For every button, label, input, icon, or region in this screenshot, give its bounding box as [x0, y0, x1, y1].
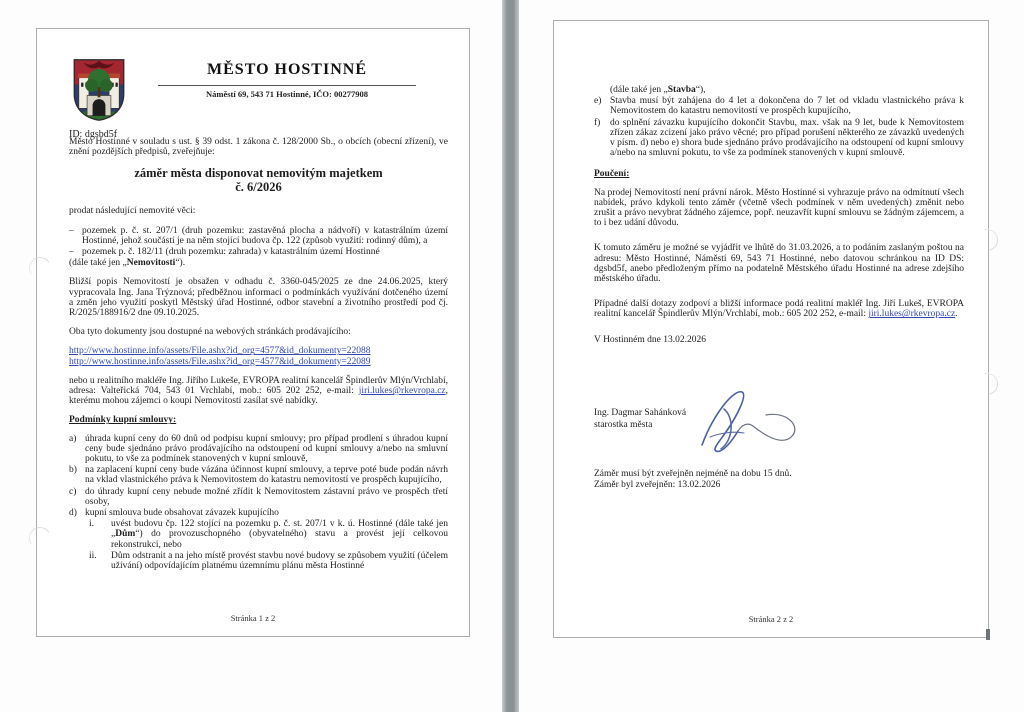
broker-email-link[interactable]: jiri.lukes@rkevropa.cz [358, 386, 446, 397]
contact-paragraph: Případné další dotazy zodpoví a bližší informace podá realitní makléř Ing. Jiří Lukeš, EVROPA realitní kancelář Špindlerův Mlýn/Vrchlabí, mob.: 605 202 252, e-mail: jiri.lukes@rkevropa.cz. [594, 299, 964, 320]
dash-bullet: – [69, 247, 74, 258]
letterhead [147, 61, 427, 99]
stavba-definition-line: (dále také jen „Stavba“), [610, 85, 706, 95]
pouceni-paragraph-2: K tomuto záměru je možné se vyjádřit ve lhůtě do 31.03.2026, a to podáním zaslaným poštou na adresu: Město Hostinné, Náměstí 69, 543 71 Hostinné, nebo datovou schránkou na ID DS: dgsbd5f, anebo předloženým přímo na podatelně Městského úřadu Hostinné na adrese zdejšího městského úřadu. [594, 243, 964, 285]
city-name-title: MĚSTO HOSTINNÉ [207, 61, 367, 78]
document-page-1 [36, 28, 470, 637]
dateline: V Hostinném dne 13.02.2026 [594, 334, 706, 345]
page2-body [594, 85, 964, 492]
condition-item-f: f) do splnění závazku kupujícího dokončit Stavbu, max. však na 9 let, bude k Nemovitostem zřízen zákaz zcizení jako právo věcné; pro případ porušení některého ze závazků uvedených v písm. d) nebo e) shora bude sjednáno právo prodávajícího na odstoupení od kupní smlouvy a/nebo na smluvní pokutu, to vše za podmínek stanovených v kupní smlouvě. [594, 117, 964, 159]
notice-title [69, 166, 448, 194]
page2-footer: Stránka 2 z 2 [748, 614, 794, 624]
condition-item-e: e) Stavba musí být zahájena do 4 let a dokončena do 7 let od vkladu vlastnického práva k Nemovitostem do katastru nemovitostí ve prospěch kupujícího, [594, 96, 964, 117]
publication-duration-note: Záměr musí být zveřejněn nejméně na dobu 15 dnů. [594, 468, 792, 479]
page1-body [69, 137, 448, 572]
document-page-2 [553, 20, 989, 638]
document-link-2[interactable]: http://www.hostinne.info/assets/File.ashx?id_org=4577&id_dokumenty=22089 [69, 356, 371, 367]
pouceni-heading: Poučení: [594, 169, 630, 180]
nemovitosti-definition-line: (dále také jen „Nemovitosti“). [69, 258, 186, 269]
sell-intro-line: prodat následující nemovité věci: [69, 206, 196, 217]
signer-name: Ing. Dagmar Sahánková [594, 407, 687, 418]
databox-id-label: ID: dgsbd5f [69, 129, 118, 140]
document-links [69, 346, 448, 366]
notice-title-line1: záměr města disponovat nemovitým majetkem [134, 166, 383, 181]
condition-subitem-ii: ii. Dům odstranit a na jeho místě provést stavbu nové budovy se způsobem využití (účelem užívání) odpovídajícím platnému územnímu plánu města Hostinné [89, 550, 448, 572]
paper-curl-artifact [972, 369, 1002, 399]
dash-bullet: – [69, 225, 74, 236]
signer-role: starostka města [594, 419, 653, 430]
documents-availability-line: Oba tyto dokumenty jsou dostupné na webových stránkách prodávajícího: [69, 327, 351, 338]
intro-paragraph: Město Hostinné v souladu s ust. § 39 odst. 1 zákona č. 128/2000 Sb., o obcích (obecní zřízení), ve znění pozdějších předpisů, zveřejňuje: [69, 137, 448, 158]
letterhead-rule [158, 85, 416, 86]
page1-footer: Stránka 1 z 2 [230, 613, 276, 623]
handwritten-signature [686, 381, 816, 468]
condition-item-d: d) kupní smlouva bude obsahovat závazek kupujícího [69, 508, 279, 519]
paper-curl-artifact [27, 525, 53, 551]
signature-block [594, 393, 964, 465]
description-paragraph: Bližší popis Nemovitostí je obsažen v odhadu č. 3360-045/2025 ze dne 24.06.2025, který vypracovala Ing. Jana Trýznová; předběžnou informaci o podmínkách využívání dotčeného území a změn jeho využití poskytl Městský úřad Hostinné, odbor stavební a životního prostředí pod čj. R/2025/188916/2 dne 09.10.2025. [69, 277, 448, 319]
publication-date-note: Záměr byl zveřejněn: 13.02.2026 [594, 480, 721, 491]
condition-item-b: b) na zaplacení kupní ceny bude vázána účinnost kupní smlouvy, a teprve poté bude podán návrh na vklad vlastnického práva k Nemovitostem do katastru nemovitostí ve prospěch kupujícího, [69, 465, 448, 486]
contact-email-link[interactable]: jiri.lukes@rkevropa.cz [868, 309, 956, 320]
condition-item-a: a) úhrada kupní ceny do 60 dnů od podpisu kupní smlouvy; pro případ prodlení s úhradou kupní ceny bude sjednáno právo prodávajícího na odstoupení od kupní smlouvy a/nebo na smluvní pokutu, to vše za podmínek stanovených v kupní smlouvě, [69, 433, 448, 465]
condition-subitem-i: i. uvést budovu čp. 122 stojící na pozemku p. č. st. 207/1 v k. ú. Hostinné (dále také jen „Dům“) do provozuschopného (obyvatelného) stavu a provést její celkovou rekonstrukci, nebo [89, 519, 448, 550]
publication-notes [594, 469, 964, 492]
property-list-item: – pozemek p. č. st. 207/1 (druh pozemku: zastavěná plocha a nádvoří) v katastrálním území Hostinné, jehož součástí je na něm stojící budova čp. 122 (způsob využití: rodinný dům), a [69, 225, 448, 246]
scan-corner-mark [986, 629, 990, 640]
page-gap-divider [502, 0, 519, 712]
notice-title-line2: č. 6/2026 [235, 180, 282, 195]
city-address-line: Náměstí 69, 543 71 Hostinné, IČO: 00277908 [206, 89, 368, 99]
paper-curl-artifact [27, 255, 53, 281]
pouceni-paragraph-1: Na prodej Nemovitostí není právní nárok. Město Hostinné si vyhrazuje právo na odmítnutí všech nabídek, právo kdykoli tento záměr (včetně všech podmínek v něm uvedených) změnit nebo zrušit a právo nevybrat žádného zájemce, popř. neuzavřít kupní smlouvu se žádným zájemcem, a to i bez udání důvodu. [594, 187, 964, 229]
property-list-item: – pozemek p. č. 182/11 (druh pozemku: zahrada) v katastrálním území Hostinné [69, 247, 380, 258]
document-link-1[interactable]: http://www.hostinne.info/assets/File.ashx?id_org=4577&id_dokumenty=22088 [69, 346, 371, 357]
city-coat-of-arms [71, 57, 127, 128]
paper-curl-artifact [972, 225, 1002, 255]
conditions-heading: Podmínky kupní smlouvy: [69, 415, 177, 426]
broker-paragraph: nebo u realitního makléře Ing. Jiřího Lukeše, EVROPA realitní kancelář Špindlerův Mlýn/Vrchlabí, adresa: Valteřická 704, 543 01 Vrchlabí, mob.: 605 202 252, e-mail: jiri.lukes@rkevropa.cz, kterému mohou zájemci o koupi Nemovitostí zasílat své nabídky. [69, 375, 448, 407]
condition-item-c: c) do úhrady kupní ceny nebude možné zřídit k Nemovitostem zástavní právo ve prospěch třetí osoby, [69, 486, 448, 507]
